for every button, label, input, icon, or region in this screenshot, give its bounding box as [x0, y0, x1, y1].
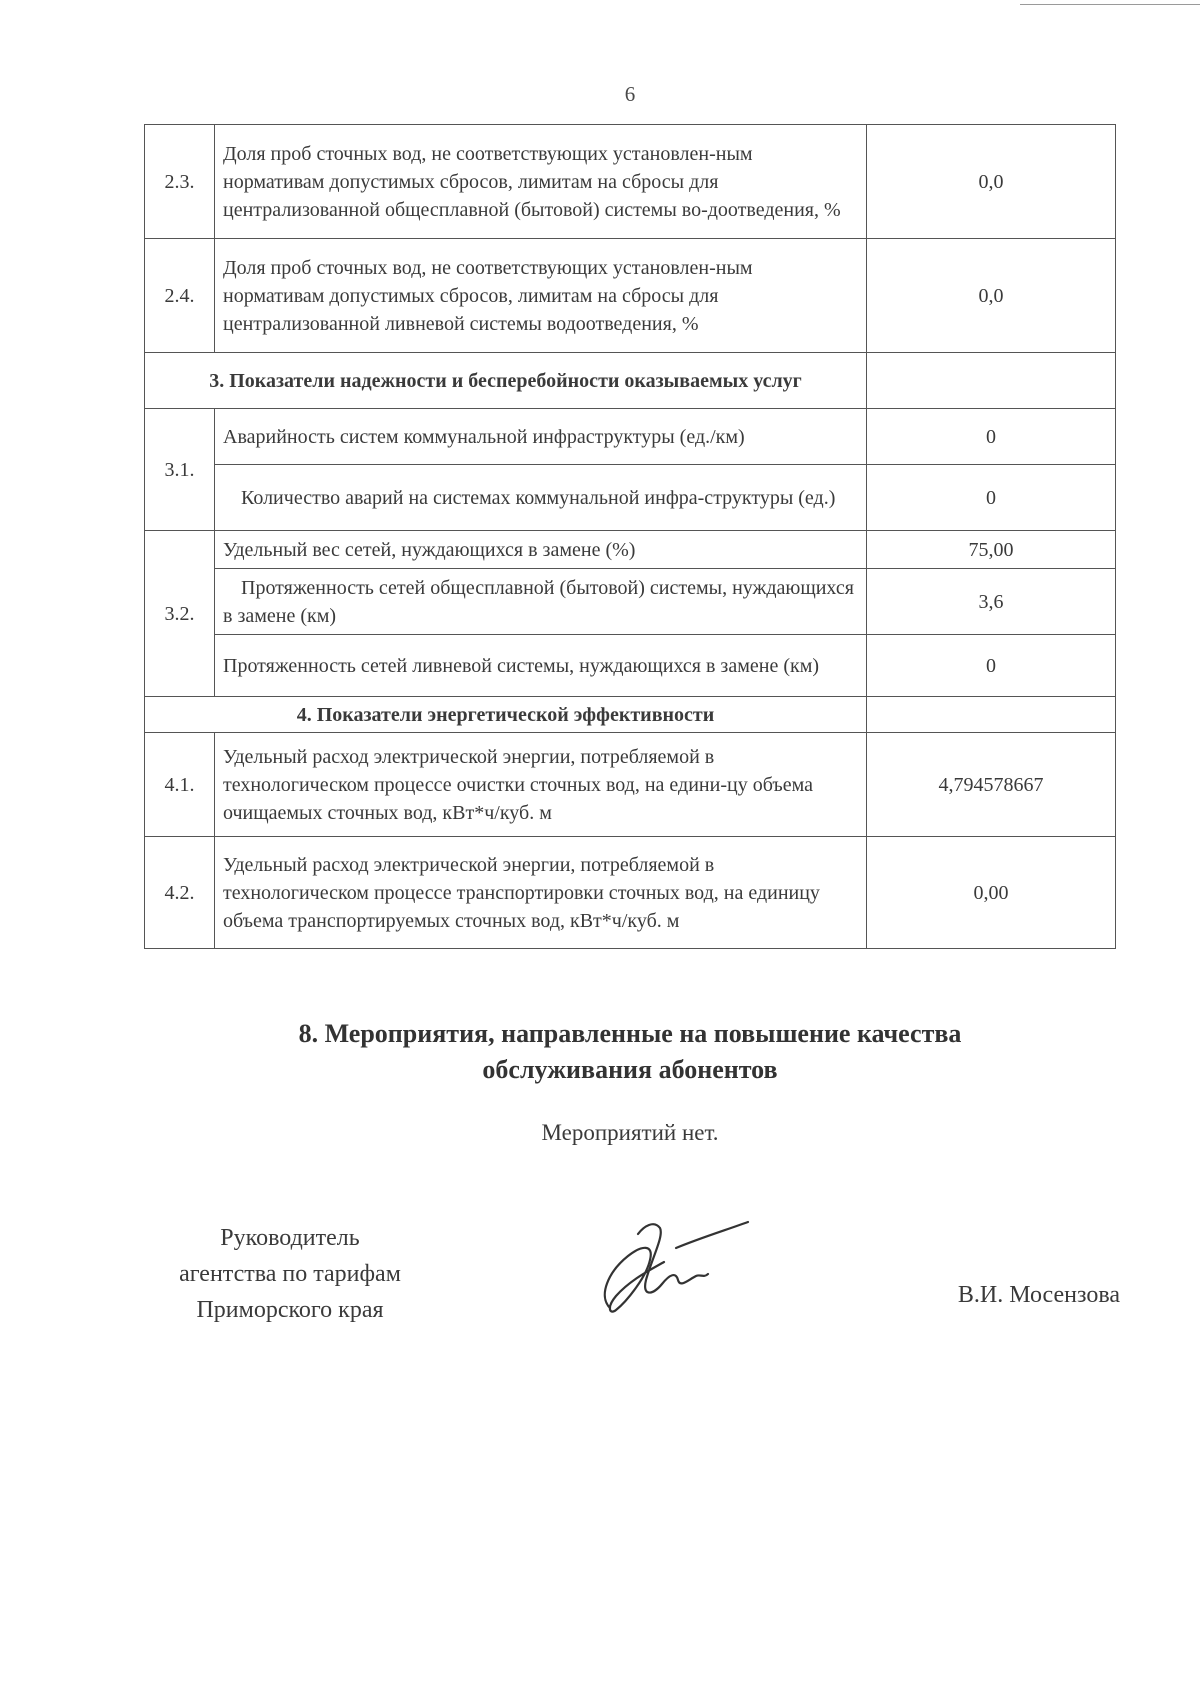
scan-edge-line — [1020, 4, 1200, 5]
empty-value-cell — [867, 697, 1116, 733]
indicator-description: Аварийность систем коммунальной инфраструктуры (ед./км) — [215, 409, 867, 465]
indicator-description: Доля проб сточных вод, не соответствующих установлен-ным нормативам допустимых сбросов, лимитам на сбросы для централизованной общесплавной (бытовой) системы во-доотведения, % — [215, 125, 867, 239]
signer-position-line: агентства по тарифам — [179, 1261, 401, 1287]
signer-name: В.И. Мосензова — [957, 1282, 1120, 1308]
table-row — [145, 239, 1116, 353]
section-heading: 4. Показатели энергетической эффективности — [145, 697, 867, 733]
table-row — [145, 531, 1116, 569]
section-row — [145, 353, 1116, 409]
table-row — [145, 125, 1116, 239]
empty-value-cell — [867, 353, 1116, 409]
row-number: 3.2. — [145, 531, 215, 697]
row-number: 3.1. — [145, 409, 215, 531]
signer-position-line: Руководитель — [220, 1225, 360, 1251]
signer-position — [120, 1220, 460, 1328]
indicator-value: 0,0 — [867, 239, 1116, 353]
section-row — [145, 697, 1116, 733]
signer-position-line: Приморского края — [196, 1297, 384, 1323]
indicator-description: Количество аварий на системах коммунальной инфра-структуры (ед.) — [215, 465, 867, 531]
indicator-value: 3,6 — [867, 569, 1116, 635]
table-row — [145, 569, 1116, 635]
row-number: 2.4. — [145, 239, 215, 353]
indicator-value: 0 — [867, 635, 1116, 697]
signature-stroke — [676, 1222, 748, 1248]
table-row — [145, 465, 1116, 531]
indicator-value: 0 — [867, 409, 1116, 465]
indicators-table — [144, 124, 1116, 949]
table-row — [145, 733, 1116, 837]
indicator-description: Удельный расход электрической энергии, потребляемой в технологическом процессе очистки сточных вод, на едини-цу объема очищаемых сточных вод, кВт*ч/куб. м — [215, 733, 867, 837]
indicator-value: 0 — [867, 465, 1116, 531]
table-row — [145, 409, 1116, 465]
indicator-value: 0,0 — [867, 125, 1116, 239]
table-row — [145, 635, 1116, 697]
indicator-description: Протяженность сетей общесплавной (бытовой) системы, нуждающихся в замене (км) — [215, 569, 867, 635]
signature-stroke — [638, 1224, 708, 1292]
page-number: 6 — [624, 82, 636, 106]
signature-stroke — [605, 1248, 664, 1312]
indicator-description: Доля проб сточных вод, не соответствующих установлен-ным нормативам допустимых сбросов, лимитам на сбросы для централизованной ливневой системы водоотведения, % — [215, 239, 867, 353]
indicator-description: Протяженность сетей ливневой системы, нуждающихся в замене (км) — [215, 635, 867, 697]
row-number: 4.2. — [145, 837, 215, 949]
table-row — [145, 837, 1116, 949]
section-8-title: 8. Мероприятия, направленные на повышение качества обслуживания абонентов — [298, 1019, 962, 1084]
indicator-description: Удельный вес сетей, нуждающихся в замене (%) — [215, 531, 867, 569]
indicator-description: Удельный расход электрической энергии, потребляемой в технологическом процессе транспортировки сточных вод, на единицу объема транспортируемых сточных вод, кВт*ч/куб. м — [215, 837, 867, 949]
indicator-value: 0,00 — [867, 837, 1116, 949]
handwritten-signature — [580, 1200, 760, 1330]
indicator-value: 75,00 — [867, 531, 1116, 569]
row-number: 2.3. — [145, 125, 215, 239]
section-heading: 3. Показатели надежности и бесперебойности оказываемых услуг — [145, 353, 867, 409]
row-number: 4.1. — [145, 733, 215, 837]
indicator-value: 4,794578667 — [867, 733, 1116, 837]
no-measures-text: Мероприятий нет. — [541, 1120, 719, 1145]
